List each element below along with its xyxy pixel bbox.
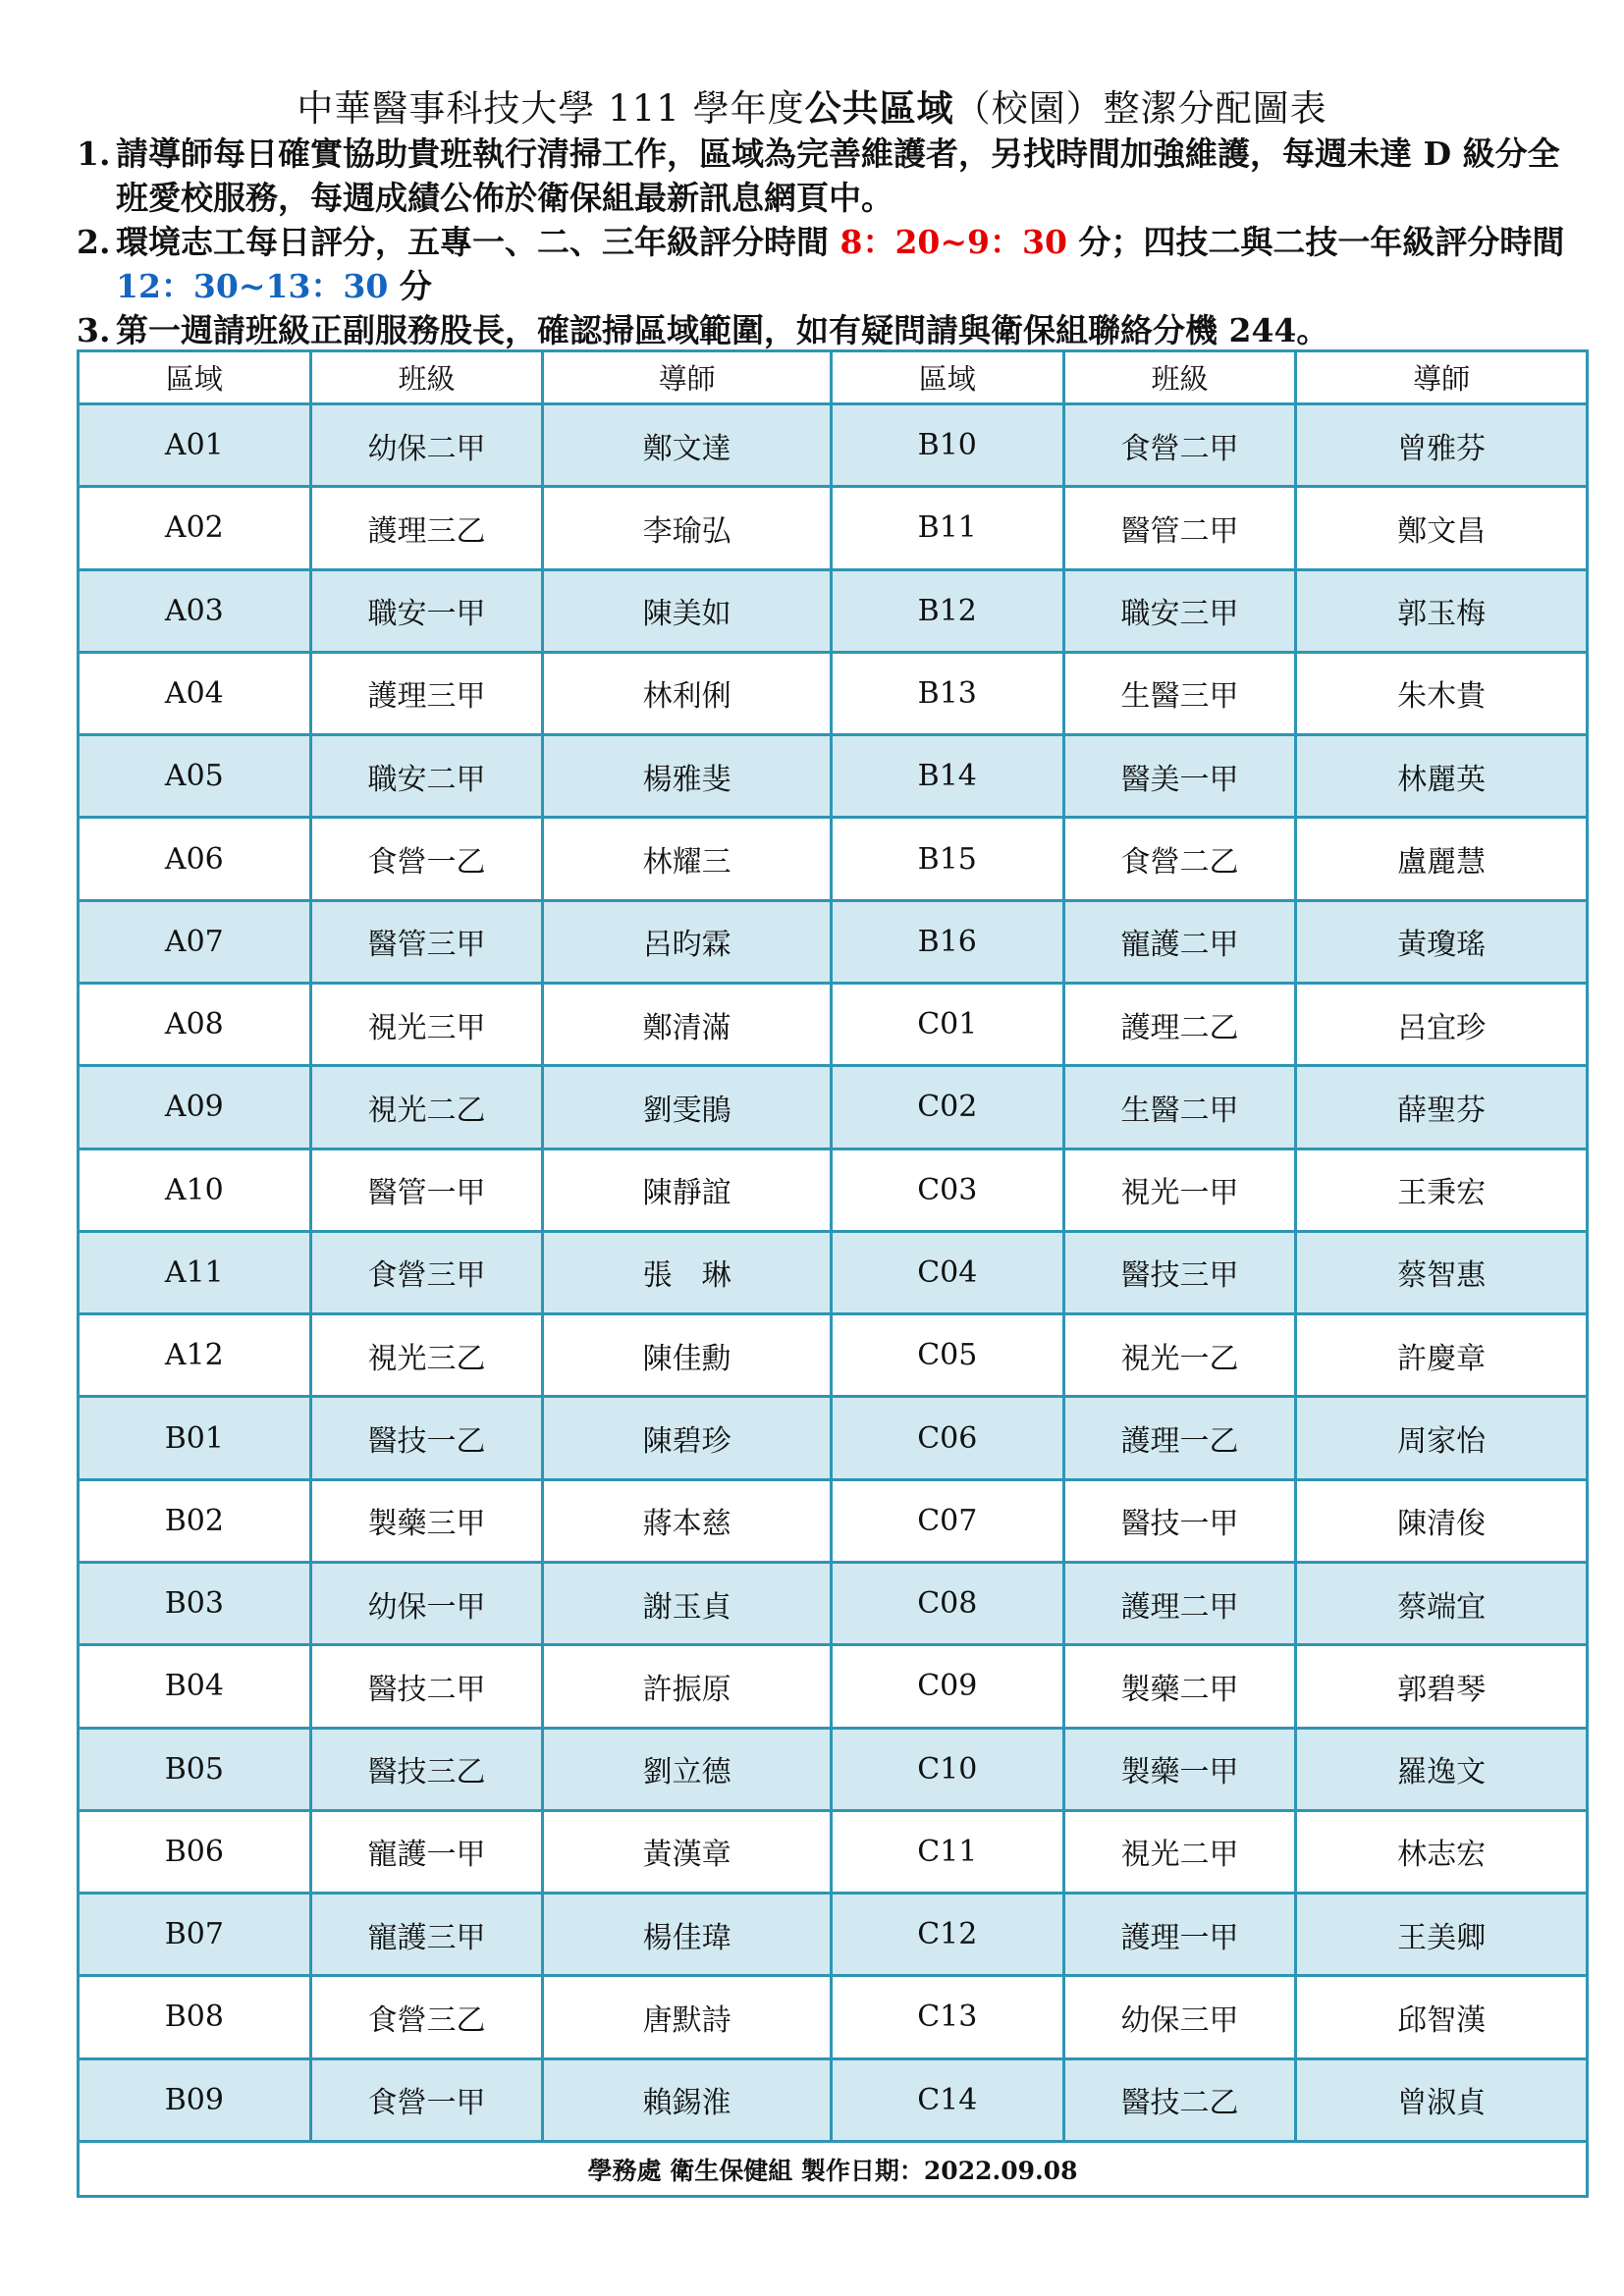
zone-cell: C03 bbox=[831, 1148, 1063, 1231]
zone-cell: B03 bbox=[79, 1562, 311, 1644]
table-row bbox=[79, 900, 1588, 983]
zone-cell: B12 bbox=[831, 569, 1063, 652]
instruction-item bbox=[77, 308, 1569, 352]
teacher-cell: 曾雅芬 bbox=[1296, 404, 1588, 487]
zone-cell: A05 bbox=[79, 735, 311, 818]
instruction-segment: 第一週請班級正副服務股長，確認掃區域範圍，如有疑問請與衛保組聯絡分機 244。 bbox=[116, 311, 1329, 349]
class-cell: 幼保一甲 bbox=[310, 1562, 543, 1644]
class-cell: 幼保二甲 bbox=[310, 404, 543, 487]
teacher-cell: 盧麗慧 bbox=[1296, 818, 1588, 900]
class-cell: 食營二甲 bbox=[1063, 404, 1296, 487]
class-cell: 護理二甲 bbox=[1063, 1562, 1296, 1644]
zone-cell: B09 bbox=[79, 2058, 311, 2141]
table-row bbox=[79, 569, 1588, 652]
zone-cell: A07 bbox=[79, 900, 311, 983]
teacher-cell: 蔣本慈 bbox=[543, 1479, 832, 1562]
class-cell: 視光三甲 bbox=[310, 983, 543, 1065]
class-cell: 生醫二甲 bbox=[1063, 1066, 1296, 1148]
instruction-text bbox=[116, 132, 1569, 220]
table-row bbox=[79, 1479, 1588, 1562]
instruction-segment: 分；四技二與二技一年級評分時間 bbox=[1066, 223, 1565, 261]
teacher-cell: 林志宏 bbox=[1296, 1810, 1588, 1893]
teacher-cell: 郭碧琴 bbox=[1296, 1645, 1588, 1728]
zone-cell: C01 bbox=[831, 983, 1063, 1065]
header-class: 班級 bbox=[1063, 351, 1296, 404]
zone-cell: A02 bbox=[79, 487, 311, 569]
zone-cell: C12 bbox=[831, 1894, 1063, 1976]
teacher-cell: 朱木貴 bbox=[1296, 652, 1588, 734]
class-cell: 製藥三甲 bbox=[310, 1479, 543, 1562]
zone-cell: C05 bbox=[831, 1314, 1063, 1397]
class-cell: 製藥一甲 bbox=[1063, 1728, 1296, 1810]
class-cell: 製藥二甲 bbox=[1063, 1645, 1296, 1728]
teacher-cell: 林麗英 bbox=[1296, 735, 1588, 818]
instruction-segment: 環境志工每日評分，五專一、二、三年級評分時間 bbox=[116, 223, 840, 261]
zone-cell: B07 bbox=[79, 1894, 311, 1976]
class-cell: 醫美一甲 bbox=[1063, 735, 1296, 818]
instruction-number: 2. bbox=[77, 223, 111, 261]
title-bold: 公共區域 bbox=[804, 86, 954, 130]
teacher-cell: 郭玉梅 bbox=[1296, 569, 1588, 652]
zone-cell: C04 bbox=[831, 1231, 1063, 1313]
table-row bbox=[79, 1810, 1588, 1893]
teacher-cell: 黃瓊瑤 bbox=[1296, 900, 1588, 983]
teacher-cell: 鄭清滿 bbox=[543, 983, 832, 1065]
teacher-cell: 楊佳瑋 bbox=[543, 1894, 832, 1976]
class-cell: 醫管二甲 bbox=[1063, 487, 1296, 569]
teacher-cell: 呂昀霖 bbox=[543, 900, 832, 983]
class-cell: 醫技二乙 bbox=[1063, 2058, 1296, 2141]
table-row bbox=[79, 983, 1588, 1065]
class-cell: 醫技三乙 bbox=[310, 1728, 543, 1810]
table-row bbox=[79, 1066, 1588, 1148]
instruction-number: 3. bbox=[77, 311, 111, 349]
zone-cell: A01 bbox=[79, 404, 311, 487]
header-zone: 區域 bbox=[79, 351, 311, 404]
table-row bbox=[79, 1562, 1588, 1644]
zone-cell: A08 bbox=[79, 983, 311, 1065]
table-row bbox=[79, 1314, 1588, 1397]
instruction-number: 1. bbox=[77, 134, 111, 173]
title-suffix: （校園）整潔分配圖表 bbox=[953, 87, 1327, 130]
table-row bbox=[79, 1148, 1588, 1231]
teacher-cell: 許慶章 bbox=[1296, 1314, 1588, 1397]
teacher-cell: 唐默詩 bbox=[543, 1976, 832, 2058]
teacher-cell: 蔡智惠 bbox=[1296, 1231, 1588, 1313]
class-cell: 護理三乙 bbox=[310, 487, 543, 569]
table-row bbox=[79, 652, 1588, 734]
class-cell: 護理一甲 bbox=[1063, 1894, 1296, 1976]
zone-cell: B08 bbox=[79, 1976, 311, 2058]
zone-cell: C11 bbox=[831, 1810, 1063, 1893]
zone-cell: A11 bbox=[79, 1231, 311, 1313]
zone-cell: C14 bbox=[831, 2058, 1063, 2141]
table-row bbox=[79, 735, 1588, 818]
class-cell: 食營二乙 bbox=[1063, 818, 1296, 900]
table-row bbox=[79, 2058, 1588, 2141]
class-cell: 食營三乙 bbox=[310, 1976, 543, 2058]
teacher-cell: 呂宜珍 bbox=[1296, 983, 1588, 1065]
teacher-cell: 劉雯鵑 bbox=[543, 1066, 832, 1148]
zone-cell: B06 bbox=[79, 1810, 311, 1893]
document-title bbox=[0, 79, 1624, 132]
class-cell: 醫技一乙 bbox=[310, 1397, 543, 1479]
header-zone: 區域 bbox=[831, 351, 1063, 404]
teacher-cell: 鄭文昌 bbox=[1296, 487, 1588, 569]
zone-cell: A06 bbox=[79, 818, 311, 900]
zone-cell: B04 bbox=[79, 1645, 311, 1728]
zone-cell: A09 bbox=[79, 1066, 311, 1148]
header-class: 班級 bbox=[310, 351, 543, 404]
teacher-cell: 林利俐 bbox=[543, 652, 832, 734]
class-cell: 食營一乙 bbox=[310, 818, 543, 900]
table-row bbox=[79, 1397, 1588, 1479]
table-row bbox=[79, 1976, 1588, 2058]
zone-cell: B11 bbox=[831, 487, 1063, 569]
table-row bbox=[79, 1728, 1588, 1810]
teacher-cell: 陳美如 bbox=[543, 569, 832, 652]
zone-cell: B15 bbox=[831, 818, 1063, 900]
class-cell: 醫管三甲 bbox=[310, 900, 543, 983]
table-row bbox=[79, 1645, 1588, 1728]
teacher-cell: 蔡端宜 bbox=[1296, 1562, 1588, 1644]
zone-cell: B05 bbox=[79, 1728, 311, 1810]
teacher-cell: 楊雅斐 bbox=[543, 735, 832, 818]
time-range: 8：20~9：30 bbox=[839, 223, 1067, 261]
instruction-text bbox=[116, 308, 1569, 352]
zone-cell: B01 bbox=[79, 1397, 311, 1479]
class-cell: 職安二甲 bbox=[310, 735, 543, 818]
zone-cell: C13 bbox=[831, 1976, 1063, 2058]
teacher-cell: 劉立德 bbox=[543, 1728, 832, 1810]
teacher-cell: 陳碧珍 bbox=[543, 1397, 832, 1479]
class-cell: 醫管一甲 bbox=[310, 1148, 543, 1231]
zone-cell: B14 bbox=[831, 735, 1063, 818]
instruction-segment: 請導師每日確實協助貴班執行清掃工作，區域為完善維護者，另找時間加強維護，每週未達 D 級分全班愛校服務，每週成績公佈於衛保組最新訊息網頁中。 bbox=[116, 134, 1560, 217]
class-cell: 食營一甲 bbox=[310, 2058, 543, 2141]
class-cell: 幼保三甲 bbox=[1063, 1976, 1296, 2058]
assignment-table bbox=[77, 349, 1589, 2198]
zone-cell: A10 bbox=[79, 1148, 311, 1231]
teacher-cell: 陳清俊 bbox=[1296, 1479, 1588, 1562]
zone-cell: B13 bbox=[831, 652, 1063, 734]
instruction-item bbox=[77, 132, 1569, 220]
class-cell: 視光二甲 bbox=[1063, 1810, 1296, 1893]
table-body bbox=[79, 404, 1588, 2142]
table-row bbox=[79, 1231, 1588, 1313]
class-cell: 食營三甲 bbox=[310, 1231, 543, 1313]
teacher-cell: 王秉宏 bbox=[1296, 1148, 1588, 1231]
zone-cell: B02 bbox=[79, 1479, 311, 1562]
instruction-text bbox=[116, 220, 1569, 308]
zone-cell: A03 bbox=[79, 569, 311, 652]
zone-cell: A04 bbox=[79, 652, 311, 734]
zone-cell: B16 bbox=[831, 900, 1063, 983]
class-cell: 視光二乙 bbox=[310, 1066, 543, 1148]
teacher-cell: 李瑜弘 bbox=[543, 487, 832, 569]
teacher-cell: 王美卿 bbox=[1296, 1894, 1588, 1976]
zone-cell: B10 bbox=[831, 404, 1063, 487]
teacher-cell: 謝玉貞 bbox=[543, 1562, 832, 1644]
instructions-list bbox=[77, 132, 1569, 352]
teacher-cell: 曾淑貞 bbox=[1296, 2058, 1588, 2141]
zone-cell: C08 bbox=[831, 1562, 1063, 1644]
instruction-item bbox=[77, 220, 1569, 308]
title-prefix: 中華醫事科技大學 111 學年度 bbox=[297, 87, 805, 130]
teacher-cell: 周家怡 bbox=[1296, 1397, 1588, 1479]
table-row bbox=[79, 818, 1588, 900]
class-cell: 視光一乙 bbox=[1063, 1314, 1296, 1397]
class-cell: 醫技三甲 bbox=[1063, 1231, 1296, 1313]
instruction-segment: 分 bbox=[388, 267, 432, 305]
class-cell: 醫技一甲 bbox=[1063, 1479, 1296, 1562]
zone-cell: C02 bbox=[831, 1066, 1063, 1148]
table-header-row bbox=[79, 351, 1588, 404]
class-cell: 視光一甲 bbox=[1063, 1148, 1296, 1231]
teacher-cell: 邱智漢 bbox=[1296, 1976, 1588, 2058]
footer-credit: 學務處 衛生保健組 製作日期：2022.09.08 bbox=[79, 2142, 1588, 2197]
class-cell: 護理二乙 bbox=[1063, 983, 1296, 1065]
teacher-cell: 許振原 bbox=[543, 1645, 832, 1728]
header-teacher: 導師 bbox=[1296, 351, 1588, 404]
class-cell: 視光三乙 bbox=[310, 1314, 543, 1397]
teacher-cell: 陳佳勳 bbox=[543, 1314, 832, 1397]
teacher-cell: 黃漢章 bbox=[543, 1810, 832, 1893]
table-row bbox=[79, 404, 1588, 487]
teacher-cell: 羅逸文 bbox=[1296, 1728, 1588, 1810]
class-cell: 醫技二甲 bbox=[310, 1645, 543, 1728]
class-cell: 寵護二甲 bbox=[1063, 900, 1296, 983]
teacher-cell: 鄭文達 bbox=[543, 404, 832, 487]
table-footer-row bbox=[79, 2142, 1588, 2197]
class-cell: 寵護三甲 bbox=[310, 1894, 543, 1976]
class-cell: 護理一乙 bbox=[1063, 1397, 1296, 1479]
zone-cell: C06 bbox=[831, 1397, 1063, 1479]
class-cell: 職安一甲 bbox=[310, 569, 543, 652]
class-cell: 職安三甲 bbox=[1063, 569, 1296, 652]
teacher-cell: 薛聖芬 bbox=[1296, 1066, 1588, 1148]
zone-cell: C10 bbox=[831, 1728, 1063, 1810]
time-range: 12：30~13：30 bbox=[116, 267, 389, 305]
zone-cell: C07 bbox=[831, 1479, 1063, 1562]
teacher-cell: 林耀三 bbox=[543, 818, 832, 900]
table-row bbox=[79, 1894, 1588, 1976]
zone-cell: C09 bbox=[831, 1645, 1063, 1728]
header-teacher: 導師 bbox=[543, 351, 832, 404]
table-row bbox=[79, 487, 1588, 569]
teacher-cell: 賴錫淮 bbox=[543, 2058, 832, 2141]
class-cell: 護理三甲 bbox=[310, 652, 543, 734]
class-cell: 寵護一甲 bbox=[310, 1810, 543, 1893]
teacher-cell: 陳靜誼 bbox=[543, 1148, 832, 1231]
zone-cell: A12 bbox=[79, 1314, 311, 1397]
teacher-cell: 張 琳 bbox=[543, 1231, 832, 1313]
class-cell: 生醫三甲 bbox=[1063, 652, 1296, 734]
